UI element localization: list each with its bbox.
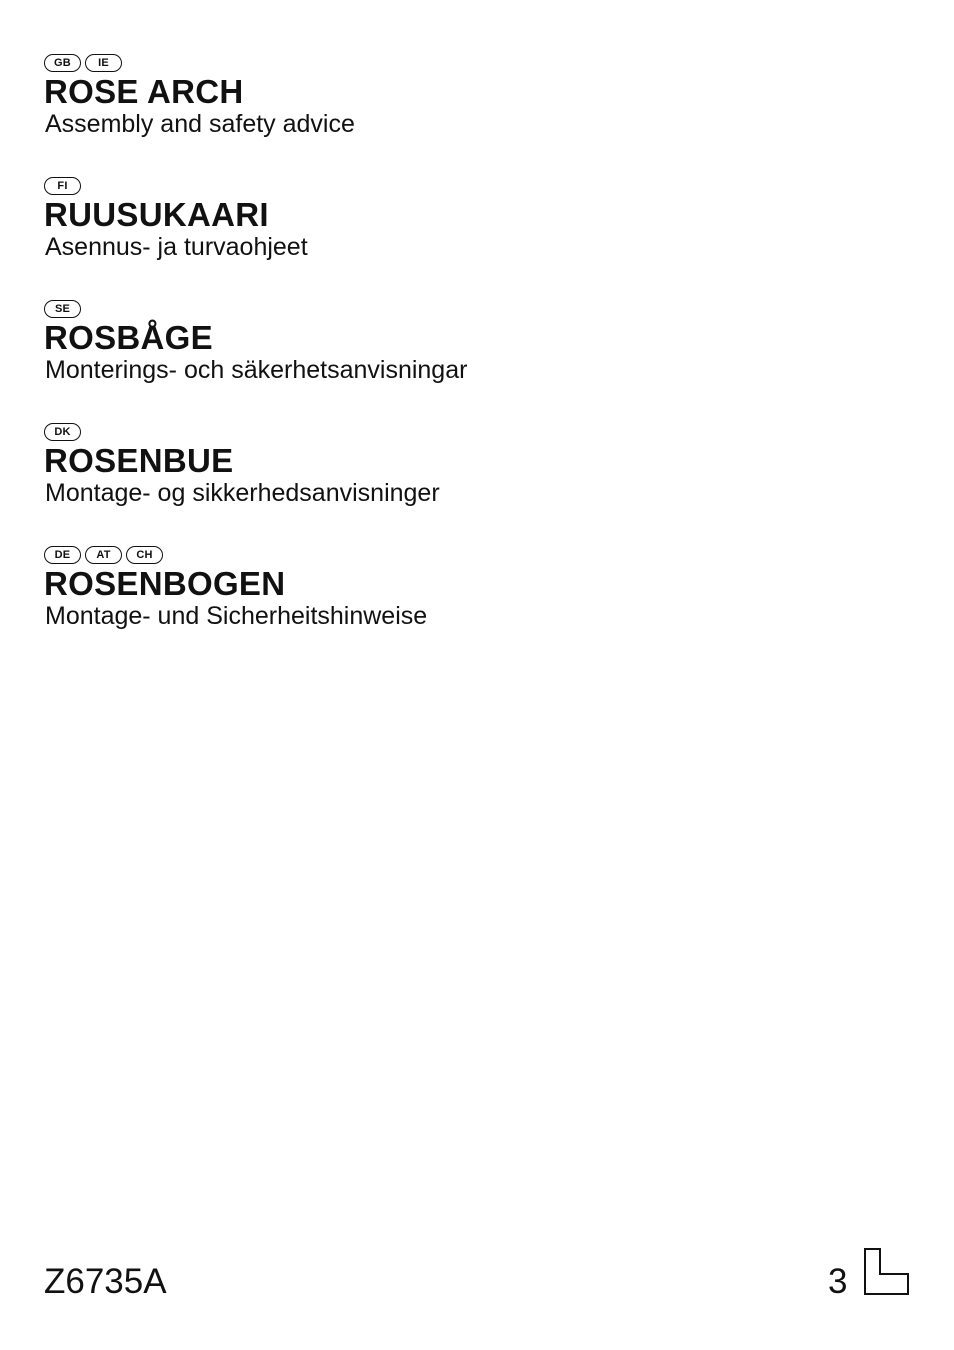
country-badges	[44, 422, 440, 442]
country-badge-de: DE	[44, 546, 81, 564]
language-section-gb-ie	[44, 53, 355, 137]
section-subtitle: Montage- und Sicherheitshinweise	[45, 602, 428, 630]
country-badge-ch: CH	[126, 546, 163, 564]
language-section-de-at-ch	[44, 545, 427, 629]
section-title: ROSENBOGEN	[44, 565, 286, 602]
section-title: ROSBÅGE	[44, 319, 213, 356]
section-subtitle: Monterings- och säkerhetsanvisningar	[45, 356, 468, 384]
country-badge-at: AT	[85, 546, 122, 564]
section-title: ROSENBUE	[44, 442, 234, 479]
section-title: RUUSUKAARI	[44, 196, 269, 233]
country-badge-fi: FI	[44, 177, 81, 195]
country-badges	[44, 545, 427, 565]
section-subtitle: Assembly and safety advice	[45, 110, 355, 138]
country-badge-gb: GB	[44, 54, 81, 72]
section-subtitle: Asennus- ja turvaohjeet	[45, 233, 308, 261]
country-badge-ie: IE	[85, 54, 122, 72]
model-number: Z6735A	[44, 1262, 167, 1301]
country-badges	[44, 176, 308, 196]
page-number: 3	[828, 1262, 848, 1301]
country-badge-dk: DK	[44, 423, 81, 441]
language-section-fi	[44, 176, 308, 260]
language-section-se	[44, 299, 467, 383]
fold-corner-icon	[862, 1248, 910, 1296]
section-subtitle: Montage- og sikkerhedsanvisninger	[45, 479, 440, 507]
country-badge-se: SE	[44, 300, 81, 318]
language-section-dk	[44, 422, 440, 506]
country-badges	[44, 299, 467, 319]
section-title: ROSE ARCH	[44, 73, 244, 110]
country-badges	[44, 53, 355, 73]
